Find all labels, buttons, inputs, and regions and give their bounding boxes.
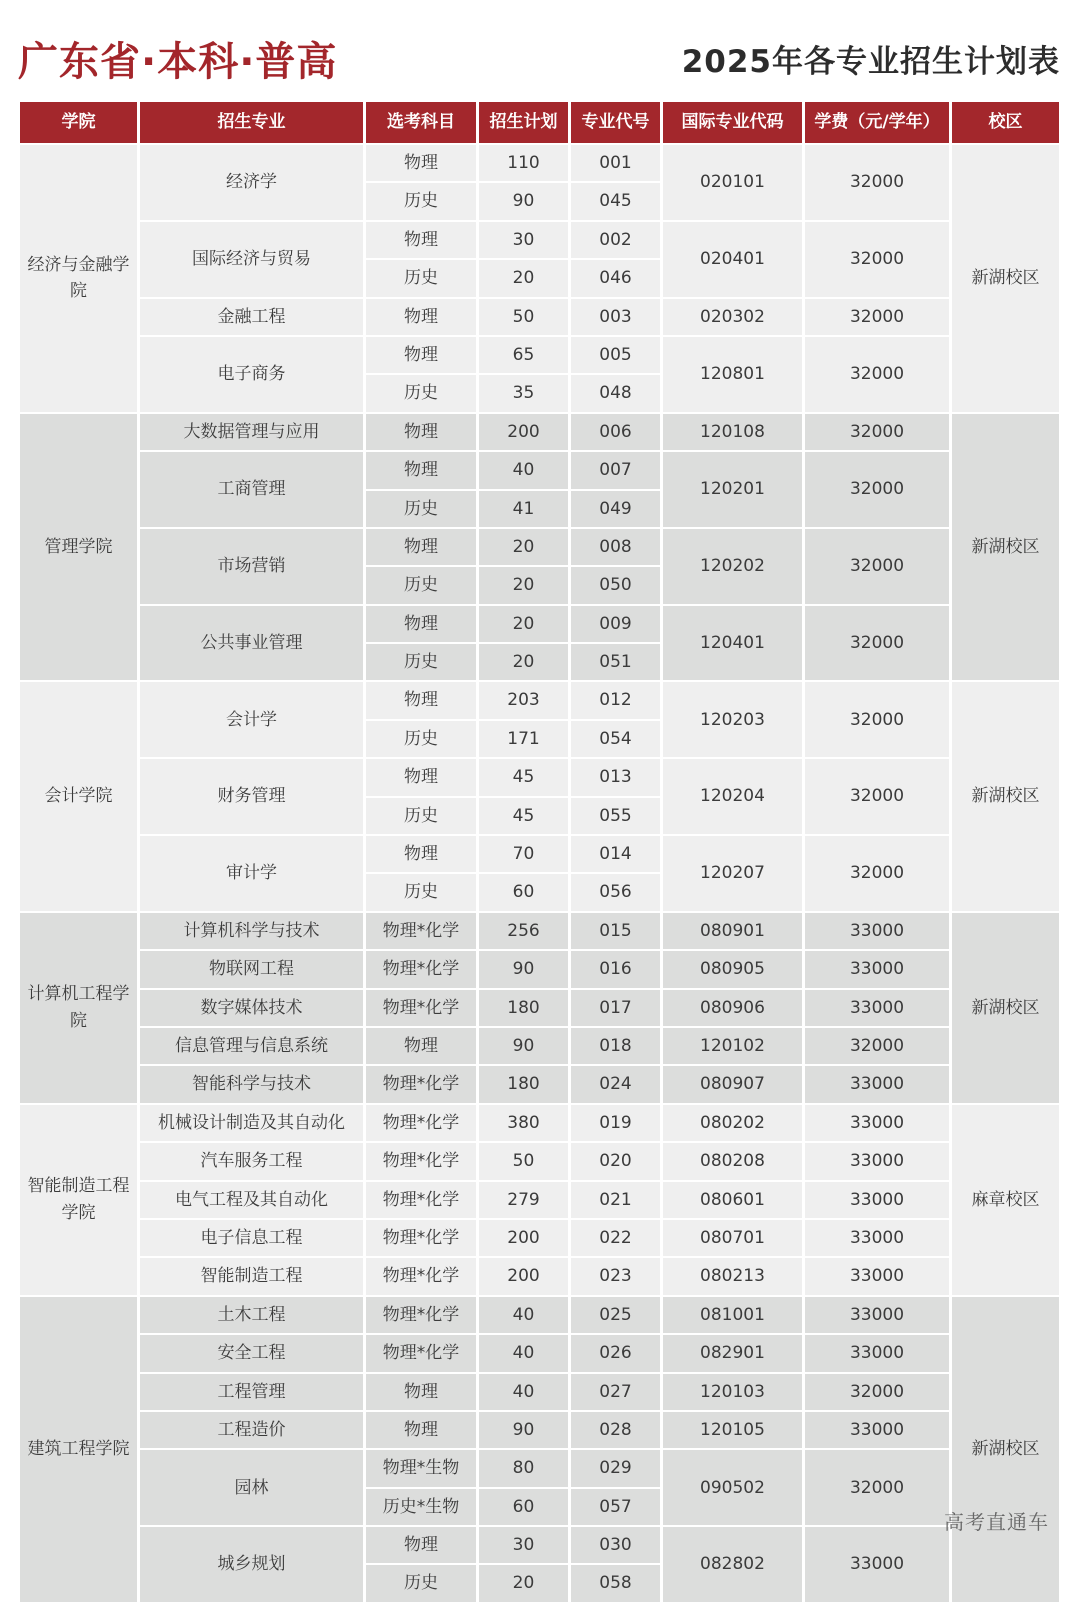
enrollment-plan-count: 45 [479, 798, 568, 834]
campus-name: 麻章校区 [952, 1105, 1059, 1295]
enrollment-plan-count: 171 [479, 721, 568, 757]
enrollment-plan-count: 20 [479, 606, 568, 642]
intl-major-code: 080213 [663, 1258, 802, 1294]
subject-requirement: 物理 [366, 414, 476, 450]
major-code: 007 [571, 452, 660, 488]
intl-major-code: 080907 [663, 1066, 802, 1102]
subject-requirement: 历史*生物 [366, 1489, 476, 1525]
college-name: 管理学院 [20, 414, 137, 681]
major-name: 工程管理 [140, 1374, 363, 1410]
enrollment-plan-count: 20 [479, 644, 568, 680]
major-name: 电子商务 [140, 337, 363, 412]
major-code: 027 [571, 1374, 660, 1410]
subject-requirement: 物理*化学 [366, 1066, 476, 1102]
subject-requirement: 物理*化学 [366, 913, 476, 949]
intl-major-code: 080905 [663, 951, 802, 987]
enrollment-plan-count: 256 [479, 913, 568, 949]
enrollment-plan-count: 41 [479, 491, 568, 527]
subject-requirement: 物理*生物 [366, 1450, 476, 1486]
enrollment-plan-count: 70 [479, 836, 568, 872]
major-name: 数字媒体技术 [140, 990, 363, 1026]
enrollment-plan-count: 200 [479, 414, 568, 450]
major-name: 汽车服务工程 [140, 1143, 363, 1179]
tuition-value: 32000 [805, 1374, 949, 1410]
subject-requirement: 历史 [366, 375, 476, 411]
major-code: 028 [571, 1412, 660, 1448]
major-code: 005 [571, 337, 660, 373]
major-code: 046 [571, 260, 660, 296]
major-code: 023 [571, 1258, 660, 1294]
tuition-value: 33000 [805, 1335, 949, 1371]
enrollment-plan-count: 40 [479, 1297, 568, 1333]
college-name: 经济与金融学院 [20, 145, 137, 412]
major-name: 工商管理 [140, 452, 363, 527]
major-name: 机械设计制造及其自动化 [140, 1105, 363, 1141]
tuition-value: 33000 [805, 1527, 949, 1602]
tuition-value: 32000 [805, 414, 949, 450]
column-header-intl-code: 国际专业代码 [663, 102, 802, 143]
intl-major-code: 120201 [663, 452, 802, 527]
subject-requirement: 物理*化学 [366, 1182, 476, 1218]
major-name: 工程造价 [140, 1412, 363, 1448]
enrollment-plan-count: 90 [479, 1412, 568, 1448]
column-header-college: 学院 [20, 102, 137, 143]
subject-requirement: 物理 [366, 337, 476, 373]
enrollment-plan-count: 90 [479, 951, 568, 987]
major-code: 057 [571, 1489, 660, 1525]
major-name: 土木工程 [140, 1297, 363, 1333]
column-header-tuition: 学费（元/学年） [805, 102, 949, 143]
major-code: 029 [571, 1450, 660, 1486]
major-name: 园林 [140, 1450, 363, 1525]
column-header-campus: 校区 [952, 102, 1059, 143]
tuition-value: 32000 [805, 337, 949, 412]
major-code: 050 [571, 567, 660, 603]
subject-requirement: 物理 [366, 1028, 476, 1064]
tuition-value: 32000 [805, 1028, 949, 1064]
tuition-value: 32000 [805, 836, 949, 911]
intl-major-code: 120204 [663, 759, 802, 834]
enrollment-plan-count: 279 [479, 1182, 568, 1218]
enrollment-plan-count: 380 [479, 1105, 568, 1141]
subject-requirement: 物理 [366, 1412, 476, 1448]
major-code: 024 [571, 1066, 660, 1102]
major-code: 012 [571, 682, 660, 718]
tuition-value: 33000 [805, 1066, 949, 1102]
major-code: 020 [571, 1143, 660, 1179]
major-code: 014 [571, 836, 660, 872]
column-header-major: 招生专业 [140, 102, 363, 143]
major-name: 公共事业管理 [140, 606, 363, 681]
tuition-value: 32000 [805, 452, 949, 527]
major-name: 电气工程及其自动化 [140, 1182, 363, 1218]
tuition-value: 32000 [805, 682, 949, 757]
enrollment-plan-count: 203 [479, 682, 568, 718]
enrollment-plan-count: 65 [479, 337, 568, 373]
major-name: 计算机科学与技术 [140, 913, 363, 949]
column-header-plan: 招生计划 [479, 102, 568, 143]
enrollment-plan-count: 50 [479, 1143, 568, 1179]
intl-major-code: 120207 [663, 836, 802, 911]
tuition-value: 33000 [805, 1105, 949, 1141]
enrollment-plan-count: 60 [479, 874, 568, 910]
major-name: 市场营销 [140, 529, 363, 604]
major-name: 智能制造工程 [140, 1258, 363, 1294]
major-code: 049 [571, 491, 660, 527]
subject-requirement: 物理 [366, 836, 476, 872]
column-header-subject: 选考科目 [366, 102, 476, 143]
major-code: 013 [571, 759, 660, 795]
intl-major-code: 120202 [663, 529, 802, 604]
major-name: 城乡规划 [140, 1527, 363, 1602]
intl-major-code: 082802 [663, 1527, 802, 1602]
major-name: 金融工程 [140, 299, 363, 335]
subject-requirement: 物理*化学 [366, 1143, 476, 1179]
intl-major-code: 020101 [663, 145, 802, 220]
tuition-value: 33000 [805, 951, 949, 987]
subject-requirement: 物理 [366, 529, 476, 565]
subject-requirement: 物理*化学 [366, 1335, 476, 1371]
subject-requirement: 物理*化学 [366, 990, 476, 1026]
subject-requirement: 历史 [366, 721, 476, 757]
major-code: 048 [571, 375, 660, 411]
college-name: 计算机工程学院 [20, 913, 137, 1103]
tuition-value: 33000 [805, 1258, 949, 1294]
subject-requirement: 物理 [366, 222, 476, 258]
subject-requirement: 物理*化学 [366, 1220, 476, 1256]
major-code: 026 [571, 1335, 660, 1371]
intl-major-code: 080202 [663, 1105, 802, 1141]
subject-requirement: 物理 [366, 759, 476, 795]
subject-requirement: 物理 [366, 145, 476, 181]
subject-requirement: 物理 [366, 1527, 476, 1563]
intl-major-code: 090502 [663, 1450, 802, 1525]
major-code: 006 [571, 414, 660, 450]
campus-name: 新湖校区 [952, 913, 1059, 1103]
enrollment-plan-count: 40 [479, 452, 568, 488]
enrollment-plan-table [20, 102, 1060, 1602]
intl-major-code: 080208 [663, 1143, 802, 1179]
major-code: 055 [571, 798, 660, 834]
subject-requirement: 物理*化学 [366, 951, 476, 987]
enrollment-plan-count: 60 [479, 1489, 568, 1525]
campus-name: 新湖校区 [952, 414, 1059, 681]
intl-major-code: 120801 [663, 337, 802, 412]
major-code: 001 [571, 145, 660, 181]
enrollment-plan-count: 200 [479, 1220, 568, 1256]
major-name: 会计学 [140, 682, 363, 757]
major-name: 智能科学与技术 [140, 1066, 363, 1102]
enrollment-plan-count: 30 [479, 222, 568, 258]
major-code: 002 [571, 222, 660, 258]
college-name: 会计学院 [20, 682, 137, 910]
intl-major-code: 120401 [663, 606, 802, 681]
subject-requirement: 物理 [366, 299, 476, 335]
enrollment-plan-count: 180 [479, 1066, 568, 1102]
intl-major-code: 120203 [663, 682, 802, 757]
major-code: 017 [571, 990, 660, 1026]
tuition-value: 33000 [805, 1297, 949, 1333]
subject-requirement: 历史 [366, 183, 476, 219]
tuition-value: 32000 [805, 299, 949, 335]
tuition-value: 32000 [805, 1450, 949, 1525]
tuition-value: 33000 [805, 1412, 949, 1448]
subject-requirement: 物理 [366, 452, 476, 488]
tuition-value: 33000 [805, 1220, 949, 1256]
enrollment-plan-count: 180 [479, 990, 568, 1026]
subject-requirement: 历史 [366, 1565, 476, 1601]
tuition-value: 33000 [805, 1182, 949, 1218]
major-code: 015 [571, 913, 660, 949]
intl-major-code: 081001 [663, 1297, 802, 1333]
subject-requirement: 物理*化学 [366, 1297, 476, 1333]
enrollment-plan-count: 200 [479, 1258, 568, 1294]
intl-major-code: 120108 [663, 414, 802, 450]
page-title-plan: 2025年各专业招生计划表 [681, 44, 1060, 80]
major-name: 大数据管理与应用 [140, 414, 363, 450]
enrollment-plan-count: 90 [479, 1028, 568, 1064]
major-code: 019 [571, 1105, 660, 1141]
intl-major-code: 020401 [663, 222, 802, 297]
enrollment-plan-count: 30 [479, 1527, 568, 1563]
intl-major-code: 080901 [663, 913, 802, 949]
major-code: 021 [571, 1182, 660, 1218]
page-title-province: 广东省·本科·普高 [18, 39, 338, 85]
campus-name: 新湖校区 [952, 682, 1059, 910]
major-name: 国际经济与贸易 [140, 222, 363, 297]
tuition-value: 32000 [805, 759, 949, 834]
tuition-value: 32000 [805, 529, 949, 604]
intl-major-code: 120103 [663, 1374, 802, 1410]
subject-requirement: 历史 [366, 798, 476, 834]
intl-major-code: 080701 [663, 1220, 802, 1256]
tuition-value: 32000 [805, 606, 949, 681]
tuition-value: 33000 [805, 990, 949, 1026]
tuition-value: 33000 [805, 913, 949, 949]
major-code: 030 [571, 1527, 660, 1563]
intl-major-code: 020302 [663, 299, 802, 335]
enrollment-plan-count: 40 [479, 1374, 568, 1410]
major-code: 051 [571, 644, 660, 680]
major-name: 经济学 [140, 145, 363, 220]
subject-requirement: 历史 [366, 260, 476, 296]
tuition-value: 32000 [805, 145, 949, 220]
major-code: 008 [571, 529, 660, 565]
campus-name: 新湖校区 [952, 145, 1059, 412]
major-code: 018 [571, 1028, 660, 1064]
major-code: 045 [571, 183, 660, 219]
enrollment-plan-count: 110 [479, 145, 568, 181]
intl-major-code: 120105 [663, 1412, 802, 1448]
major-name: 财务管理 [140, 759, 363, 834]
watermark: 高考直通车 [944, 1510, 1049, 1534]
major-code: 016 [571, 951, 660, 987]
subject-requirement: 历史 [366, 567, 476, 603]
enrollment-plan-count: 40 [479, 1335, 568, 1371]
subject-requirement: 物理 [366, 606, 476, 642]
enrollment-plan-count: 90 [479, 183, 568, 219]
major-code: 058 [571, 1565, 660, 1601]
major-name: 物联网工程 [140, 951, 363, 987]
subject-requirement: 物理 [366, 682, 476, 718]
college-name: 建筑工程学院 [20, 1297, 137, 1602]
enrollment-plan-count: 20 [479, 529, 568, 565]
subject-requirement: 物理*化学 [366, 1258, 476, 1294]
major-code: 025 [571, 1297, 660, 1333]
major-name: 审计学 [140, 836, 363, 911]
college-name: 智能制造工程学院 [20, 1105, 137, 1295]
tuition-value: 32000 [805, 222, 949, 297]
column-header-major-code: 专业代号 [571, 102, 660, 143]
enrollment-plan-count: 45 [479, 759, 568, 795]
enrollment-plan-count: 20 [479, 567, 568, 603]
enrollment-plan-count: 35 [479, 375, 568, 411]
major-name: 安全工程 [140, 1335, 363, 1371]
tuition-value: 33000 [805, 1143, 949, 1179]
subject-requirement: 历史 [366, 874, 476, 910]
subject-requirement: 历史 [366, 491, 476, 527]
major-code: 022 [571, 1220, 660, 1256]
subject-requirement: 历史 [366, 644, 476, 680]
major-code: 056 [571, 874, 660, 910]
enrollment-plan-count: 80 [479, 1450, 568, 1486]
subject-requirement: 物理 [366, 1374, 476, 1410]
major-code: 003 [571, 299, 660, 335]
major-name: 电子信息工程 [140, 1220, 363, 1256]
subject-requirement: 物理*化学 [366, 1105, 476, 1141]
intl-major-code: 082901 [663, 1335, 802, 1371]
campus-name: 新湖校区 [952, 1297, 1059, 1602]
major-name: 信息管理与信息系统 [140, 1028, 363, 1064]
enrollment-plan-count: 50 [479, 299, 568, 335]
intl-major-code: 120102 [663, 1028, 802, 1064]
major-code: 009 [571, 606, 660, 642]
intl-major-code: 080906 [663, 990, 802, 1026]
intl-major-code: 080601 [663, 1182, 802, 1218]
major-code: 054 [571, 721, 660, 757]
enrollment-plan-count: 20 [479, 260, 568, 296]
enrollment-plan-count: 20 [479, 1565, 568, 1601]
